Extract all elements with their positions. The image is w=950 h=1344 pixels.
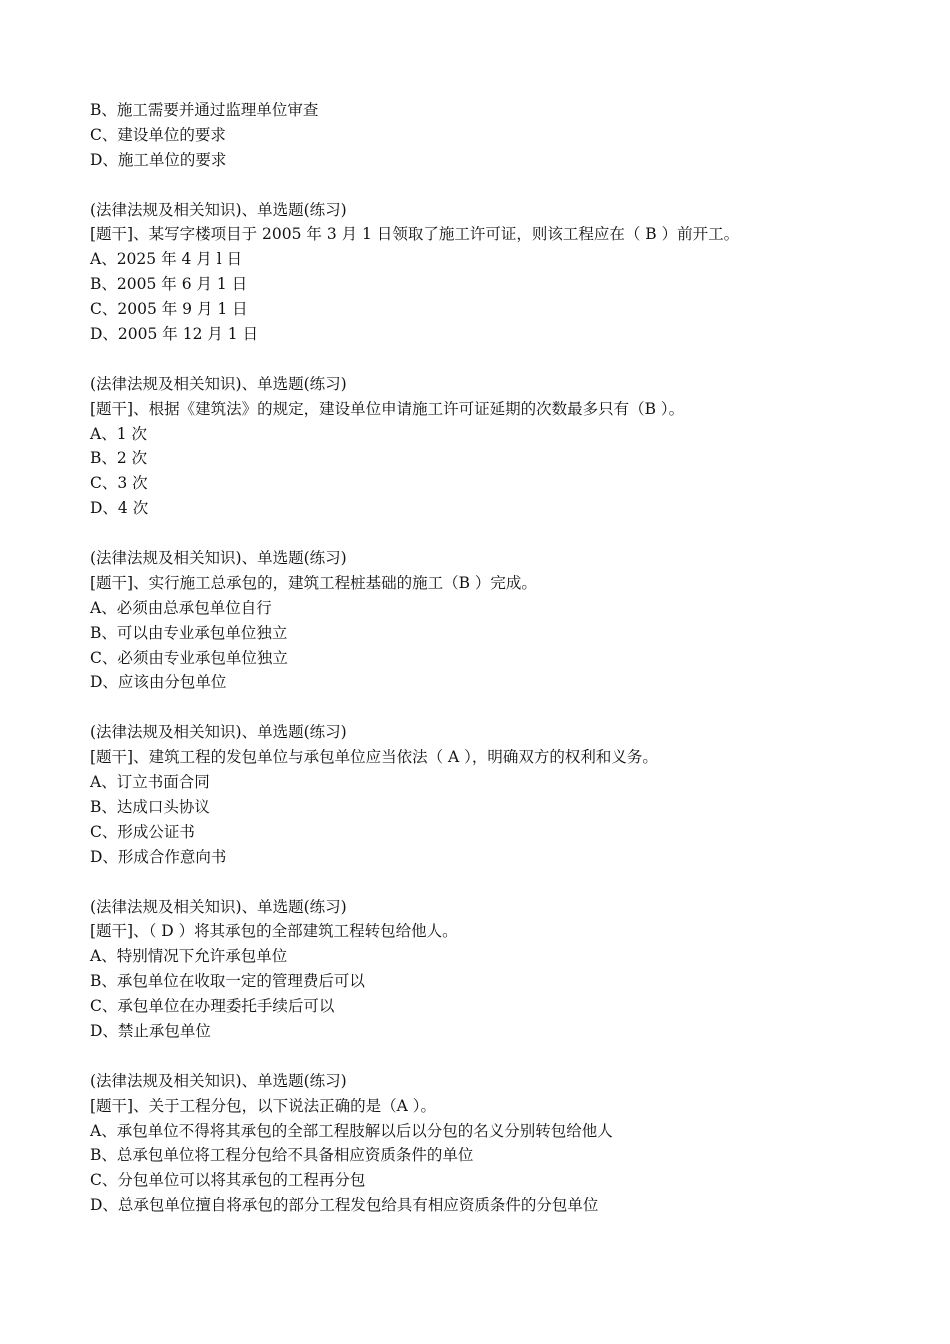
spacer: [90, 695, 890, 720]
spacer: [90, 1044, 890, 1069]
question-category: (法律法规及相关知识)、单选题(练习): [90, 200, 347, 219]
option-line: C、建设单位的要求: [90, 125, 226, 144]
option-line: B、2 次: [90, 449, 148, 468]
option-line: B、施工需要并通过监理单位审查: [90, 101, 319, 119]
option-line: A、订立书面合同: [90, 773, 210, 792]
leading-options: [90, 98, 890, 173]
option-line: B、达成口头协议: [90, 797, 210, 816]
question-block: [90, 546, 890, 695]
option-line: D、形成合作意向书: [90, 847, 227, 866]
question-category: (法律法规及相关知识)、单选题(练习): [90, 897, 347, 916]
option-line: C、承包单位在办理委托手续后可以: [90, 997, 335, 1016]
question-block: [90, 198, 890, 347]
document-page: [90, 98, 890, 1218]
question-stem: [题干]、某写字楼项目于 2005 年 3 月 1 日领取了施工许可证，则该工程应在（ B ）前开工。: [90, 225, 740, 244]
spacer: [90, 870, 890, 895]
option-line: A、特别情况下允许承包单位: [90, 947, 288, 966]
option-line: C、形成公证书: [90, 822, 195, 841]
option-line: C、分包单位可以将其承包的工程再分包: [90, 1171, 366, 1190]
option-line: D、2005 年 12 月 1 日: [90, 325, 259, 344]
spacer: [90, 173, 890, 198]
question-block: [90, 1069, 890, 1218]
option-line: A、1 次: [90, 424, 147, 443]
option-line: B、2005 年 6 月 1 日: [90, 275, 248, 294]
question-category: (法律法规及相关知识)、单选题(练习): [90, 374, 347, 393]
question-stem: [题干]、关于工程分包，以下说法正确的是（A ）。: [90, 1096, 436, 1115]
question-stem: [题干]、（ D ）将其承包的全部建筑工程转包给他人。: [90, 922, 458, 941]
question-block: [90, 895, 890, 1044]
option-line: C、2005 年 9 月 1 日: [90, 300, 248, 319]
option-line: A、2025 年 4 月 l 日: [90, 250, 243, 269]
question-stem: [题干]、根据《建筑法》的规定，建设单位申请施工许可证延期的次数最多只有（B ）。: [90, 399, 685, 418]
option-line: C、必须由专业承包单位独立: [90, 648, 288, 667]
question-category: (法律法规及相关知识)、单选题(练习): [90, 723, 347, 742]
option-line: A、承包单位不得将其承包的全部工程肢解以后以分包的名义分别转包给他人: [90, 1121, 613, 1140]
question-stem: [题干]、建筑工程的发包单位与承包单位应当依法（ A ），明确双方的权利和义务。: [90, 748, 658, 767]
option-line: B、总承包单位将工程分包给不具备相应资质条件的单位: [90, 1146, 474, 1165]
option-line: B、承包单位在收取一定的管理费后可以: [90, 972, 365, 991]
option-line: D、禁止承包单位: [90, 1021, 211, 1040]
option-line: D、总承包单位擅自将承包的部分工程发包给具有相应资质条件的分包单位: [90, 1196, 599, 1215]
question-stem: [题干]、实行施工总承包的，建筑工程桩基础的施工（B ）完成。: [90, 573, 537, 592]
question-block: [90, 372, 890, 521]
spacer: [90, 347, 890, 372]
option-line: D、4 次: [90, 499, 149, 518]
option-line: B、可以由专业承包单位独立: [90, 623, 288, 642]
option-line: D、应该由分包单位: [90, 673, 227, 692]
spacer: [90, 521, 890, 546]
option-line: A、必须由总承包单位自行: [90, 598, 272, 617]
option-line: D、施工单位的要求: [90, 150, 227, 169]
option-line: C、3 次: [90, 474, 148, 493]
question-category: (法律法规及相关知识)、单选题(练习): [90, 549, 347, 568]
question-block: [90, 720, 890, 869]
question-category: (法律法规及相关知识)、单选题(练习): [90, 1071, 347, 1090]
